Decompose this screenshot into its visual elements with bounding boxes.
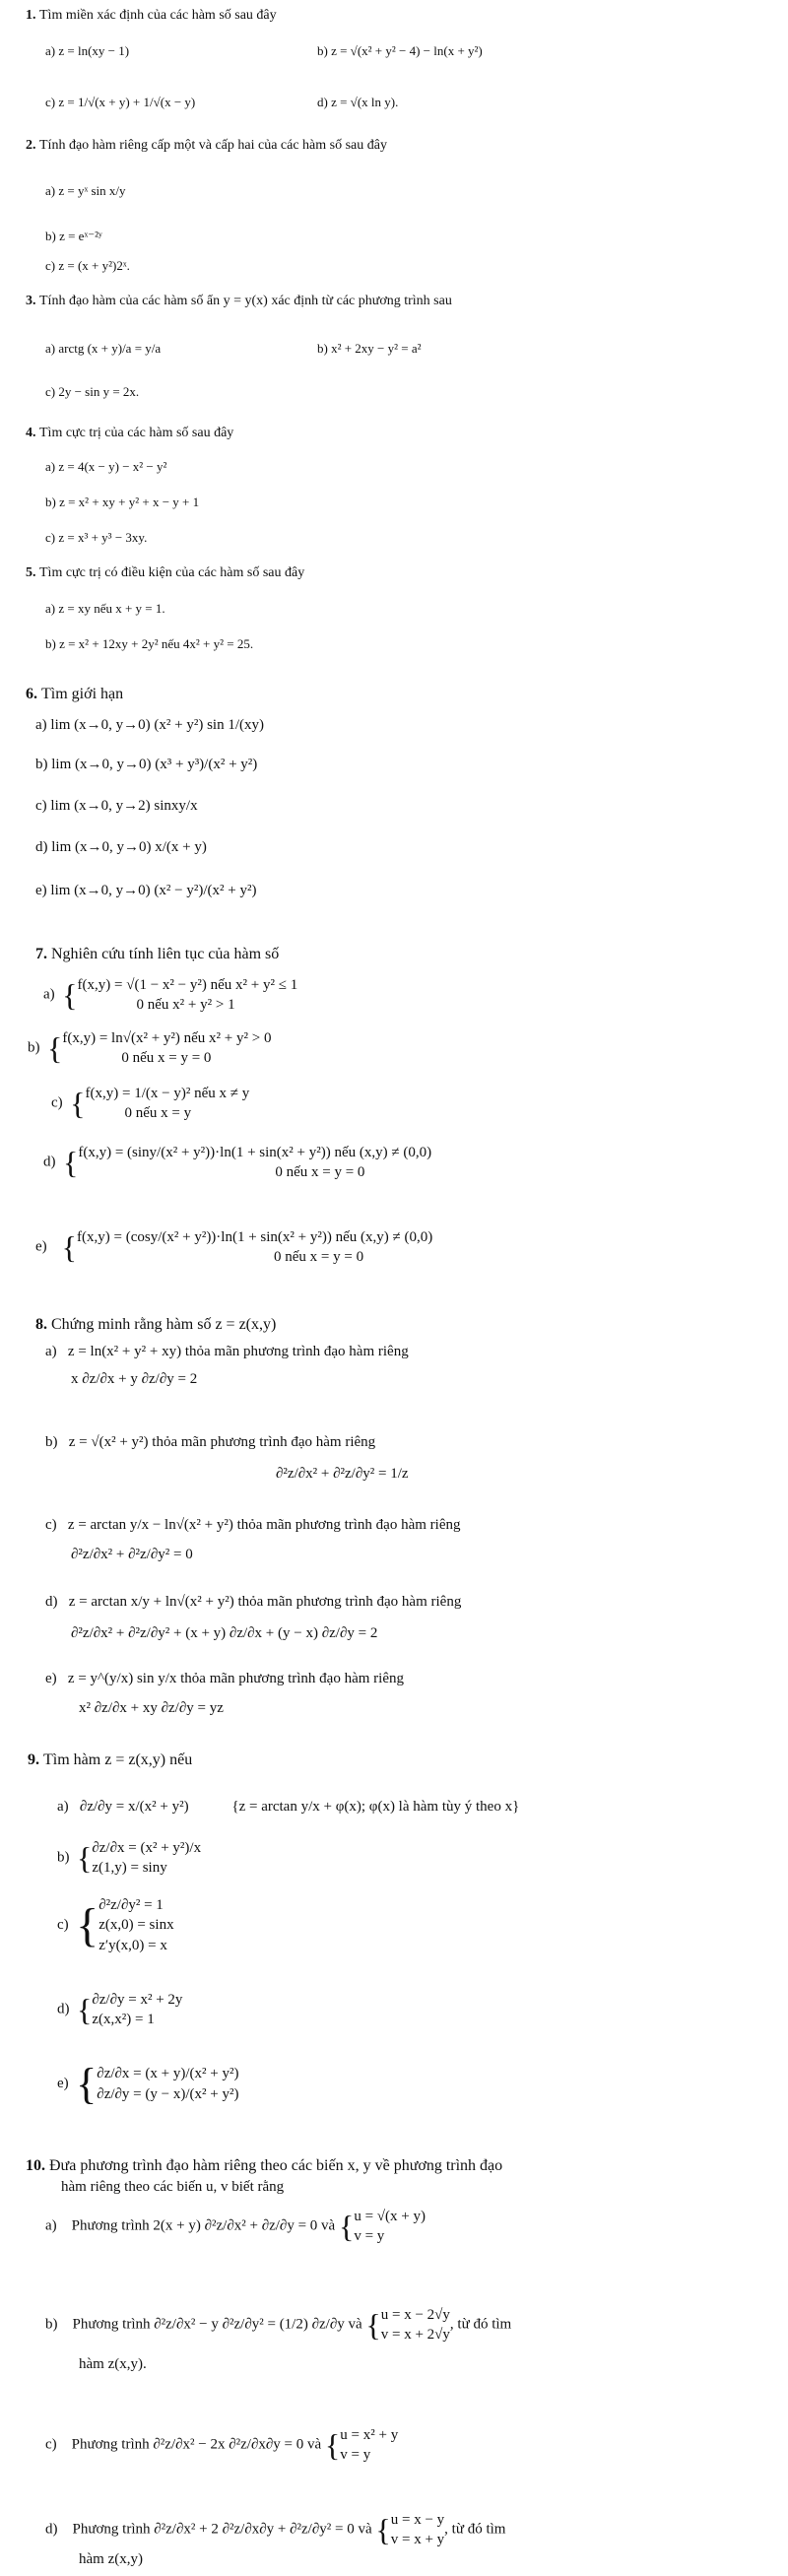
item-7b: b) { f(x,y) = ln√(x² + y²) nếu x² + y² > 0 0 nếu x = y = 0: [28, 1028, 271, 1069]
item-7a-case1: f(x,y) = √(1 − x² − y²) nếu x² + y² ≤ 1: [77, 977, 298, 993]
section-1-heading: 1. Tìm miền xác định của các hàm số sau đây: [26, 8, 277, 23]
item-8c-text: c) z = arctan y/x − ln√(x² + y²) thỏa mãn phương trình đạo hàm riêng: [45, 1517, 461, 1533]
item-10a: a) Phương trình 2(x + y) ∂²z/∂x² + ∂z/∂y = 0 và { u = √(x + y) v = y: [45, 2207, 426, 2247]
item-9a: a) ∂z/∂y = x/(x² + y²) {z = arctan y/x + φ(x); φ(x) là hàm tùy ý theo x}: [57, 1799, 520, 1815]
item-7d-case2: 0 nếu x = y = 0: [275, 1164, 365, 1181]
item-10b-cont: hàm z(x,y).: [79, 2356, 147, 2372]
item-9b-line1: ∂z/∂x = (x² + y²)/x: [92, 1840, 202, 1856]
item-8a-equation: x ∂z/∂x + y ∂z/∂y = 2: [71, 1371, 198, 1387]
item-9e-line1: ∂z/∂x = (x + y)/(x² + y²): [97, 2066, 239, 2082]
item-3a: a) arctg (x + y)/a = y/a: [45, 341, 162, 356]
item-7c-case2: 0 nếu x = y: [124, 1105, 192, 1122]
item-10a-v: v = y: [354, 2228, 385, 2245]
item-1c: c) z = 1/√(x + y) + 1/√(x − y): [45, 95, 196, 109]
item-10d-cont: hàm z(x,y): [79, 2551, 143, 2567]
item-10d-equation: Phương trình ∂²z/∂x² + 2 ∂²z/∂x∂y + ∂²z/∂y² = 0 và: [72, 2521, 372, 2538]
item-7d-case1: f(x,y) = (siny/(x² + y²))·ln(1 + sin(x² + y²)) nếu (x,y) ≠ (0,0): [78, 1145, 432, 1160]
item-4a: a) z = 4(x − y) − x² − y²: [45, 459, 167, 474]
item-9e: e) { ∂z/∂x = (x + y)/(x² + y²) ∂z/∂y = (y − x)/(x² + y²): [57, 2060, 239, 2108]
item-7e-case1: f(x,y) = (cosy/(x² + y²))·ln(1 + sin(x² + y²)) nếu (x,y) ≠ (0,0): [77, 1229, 433, 1245]
item-3b: b) x² + 2xy − y² = a²: [317, 341, 422, 356]
item-2b: b) z = eˣ⁻²ʸ: [45, 229, 102, 243]
item-10b-u: u = x − 2√y: [380, 2307, 450, 2323]
item-6e: e) lim (x→0, y→0) (x² − y²)/(x² + y²): [35, 883, 257, 898]
item-7d: d) { f(x,y) = (siny/(x² + y²))·ln(1 + sin(x² + y²)) nếu (x,y) ≠ (0,0) 0 nếu x = y = 0: [43, 1143, 431, 1183]
item-4b: b) z = x² + xy + y² + x − y + 1: [45, 495, 200, 509]
section-8-heading: 8. Chứng minh rằng hàm số z = z(x,y): [35, 1316, 277, 1333]
item-8e-text: e) z = y^(y/x) sin y/x thỏa mãn phương trình đạo hàm riêng: [45, 1671, 404, 1686]
item-8c-equation: ∂²z/∂x² + ∂²z/∂y² = 0: [71, 1547, 193, 1562]
item-10a-equation: Phương trình 2(x + y) ∂²z/∂x² + ∂z/∂y = 0 và: [71, 2217, 336, 2234]
item-8b-equation: ∂²z/∂x² + ∂²z/∂y² = 1/z: [276, 1466, 409, 1482]
item-10c-u: u = x² + y: [340, 2427, 399, 2443]
item-10b-v: v = x + 2√y: [380, 2327, 450, 2344]
item-10c: c) Phương trình ∂²z/∂x² − 2x ∂²z/∂x∂y = 0 và { u = x² + y v = y: [45, 2425, 398, 2466]
item-9a-answer: {z = arctan y/x + φ(x); φ(x) là hàm tùy ý theo x}: [231, 1799, 520, 1815]
item-1d: d) z = √(x ln y).: [317, 95, 399, 109]
item-10d-u: u = x − y: [390, 2512, 445, 2528]
item-9b-line2: z(1,y) = siny: [92, 1860, 167, 1877]
item-1b: b) z = √(x² + y² − 4) − ln(x + y²): [317, 43, 483, 58]
item-8a-text: a) z = ln(x² + y² + xy) thỏa mãn phương trình đạo hàm riêng: [45, 1344, 409, 1359]
item-9c-line1: ∂²z/∂y² = 1: [98, 1897, 164, 1913]
item-7e: e) { f(x,y) = (cosy/(x² + y²))·ln(1 + sin(x² + y²)) nếu (x,y) ≠ (0,0) 0 nếu x = y = 0: [35, 1227, 432, 1268]
item-10d-suffix: , từ đó tìm: [444, 2521, 506, 2538]
item-7e-case2: 0 nếu x = y = 0: [274, 1249, 364, 1266]
item-8b-text: b) z = √(x² + y²) thỏa mãn phương trình đạo hàm riêng: [45, 1434, 376, 1450]
item-9d: d) { ∂z/∂y = x² + 2y z(x,x²) = 1: [57, 1990, 182, 2030]
item-7c-case1: f(x,y) = 1/(x − y)² nếu x ≠ y: [85, 1086, 250, 1101]
item-7a-case2: 0 nếu x² + y² > 1: [136, 997, 235, 1014]
item-7a: a) { f(x,y) = √(1 − x² − y²) nếu x² + y² ≤ 1 0 nếu x² + y² > 1: [43, 975, 297, 1016]
item-7b-case1: f(x,y) = ln√(x² + y²) nếu x² + y² > 0: [62, 1030, 272, 1046]
section-7-heading: 7. Nghiên cứu tính liên tục của hàm số: [35, 946, 280, 962]
item-9e-line2: ∂z/∂y = (y − x)/(x² + y²): [97, 2085, 239, 2102]
section-5-heading: 5. Tìm cực trị có điều kiện của các hàm số sau đây: [26, 565, 305, 580]
item-4c: c) z = x³ + y³ − 3xy.: [45, 530, 148, 545]
section-4-heading: 4. Tìm cực trị của các hàm số sau đây: [26, 426, 234, 440]
item-6a: a) lim (x→0, y→0) (x² + y²) sin 1/(xy): [35, 717, 265, 733]
item-9c: c) { ∂²z/∂y² = 1 z(x,0) = sinx z′y(x,0) = x: [57, 1895, 174, 1955]
item-5a: a) z = xy nếu x + y = 1.: [45, 601, 165, 616]
item-9b: b) { ∂z/∂x = (x² + y²)/x z(1,y) = siny: [57, 1838, 201, 1879]
item-9d-line1: ∂z/∂y = x² + 2y: [92, 1992, 183, 2008]
item-10b-suffix: , từ đó tìm: [449, 2316, 512, 2333]
item-10a-u: u = √(x + y): [354, 2209, 426, 2224]
item-9d-line2: z(x,x²) = 1: [92, 2012, 155, 2028]
item-10c-v: v = y: [340, 2447, 371, 2464]
section-10-heading: 10. Đưa phương trình đạo hàm riêng theo các biến x, y về phương trình đạo: [26, 2157, 503, 2174]
item-6b: b) lim (x→0, y→0) (x³ + y³)/(x² + y²): [35, 757, 258, 772]
item-9a-equation: ∂z/∂y = x/(x² + y²): [79, 1799, 189, 1815]
item-6c: c) lim (x→0, y→2) sinxy/x: [35, 798, 198, 814]
section-2-heading: 2. Tính đạo hàm riêng cấp một và cấp hai của các hàm số sau đây: [26, 138, 387, 153]
item-1a: a) z = ln(xy − 1): [45, 43, 130, 58]
item-8e-equation: x² ∂z/∂x + xy ∂z/∂y = yz: [79, 1700, 224, 1716]
item-9c-line3: z′y(x,0) = x: [98, 1937, 167, 1953]
item-10c-equation: Phương trình ∂²z/∂x² − 2x ∂²z/∂x∂y = 0 và: [71, 2436, 322, 2453]
item-5b: b) z = x² + 12xy + 2y² nếu 4x² + y² = 25.: [45, 636, 254, 651]
item-8d-equation: ∂²z/∂x² + ∂²z/∂y² + (x + y) ∂z/∂x + (y − x) ∂z/∂y = 2: [71, 1625, 378, 1641]
item-7c: c) { f(x,y) = 1/(x − y)² nếu x ≠ y 0 nếu x = y: [51, 1084, 249, 1124]
item-2c: c) z = (x + y²)2ˣ.: [45, 258, 130, 273]
item-9c-line2: z(x,0) = sinx: [98, 1917, 174, 1934]
section-10-heading-cont: hàm riêng theo các biến u, v biết rằng: [61, 2179, 285, 2195]
item-2a: a) z = yˣ sin x/y: [45, 183, 126, 198]
item-8d-text: d) z = arctan x/y + ln√(x² + y²) thỏa mãn phương trình đạo hàm riêng: [45, 1594, 462, 1610]
item-10b: b) Phương trình ∂²z/∂x² − y ∂²z/∂y² = (1/2) ∂z/∂y và { u = x − 2√y v = x + 2√y , từ đó tìm: [45, 2305, 511, 2345]
section-3-heading: 3. Tính đạo hàm của các hàm số ẩn y = y(x) xác định từ các phương trình sau: [26, 294, 452, 308]
item-6d: d) lim (x→0, y→0) x/(x + y): [35, 839, 207, 855]
section-9-heading: 9. Tìm hàm z = z(x,y) nếu: [28, 1751, 193, 1768]
item-3c: c) 2y − sin y = 2x.: [45, 384, 140, 399]
section-6-heading: 6. Tìm giới hạn: [26, 686, 124, 702]
item-10d-v: v = x + y: [390, 2532, 445, 2548]
item-10b-equation: Phương trình ∂²z/∂x² − y ∂²z/∂y² = (1/2) ∂z/∂y và: [72, 2316, 362, 2333]
item-7b-case2: 0 nếu x = y = 0: [121, 1050, 212, 1067]
item-10d: d) Phương trình ∂²z/∂x² + 2 ∂²z/∂x∂y + ∂²z/∂y² = 0 và { u = x − y v = x + y , từ đó tìm: [45, 2510, 505, 2550]
